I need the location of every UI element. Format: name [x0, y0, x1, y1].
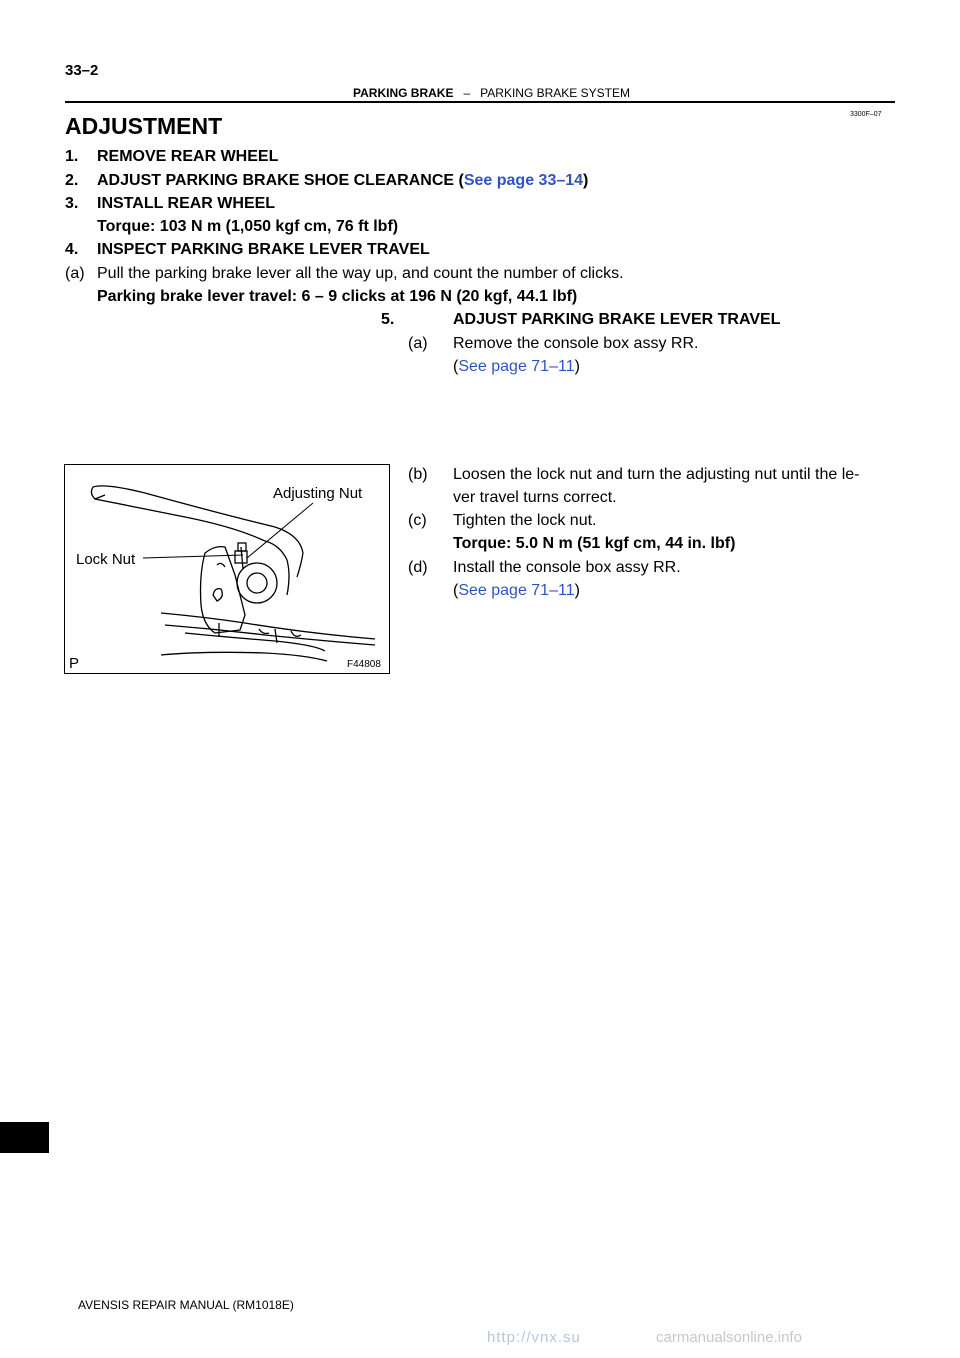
watermark-site[interactable]: carmanualsonline.info	[656, 1329, 802, 1346]
header-separator: –	[463, 86, 471, 100]
step-5d: (d) Install the console box assy RR.	[408, 559, 681, 576]
link-page-33-14[interactable]: See page 33–14	[463, 172, 584, 189]
step-4: 4. INSPECT PARKING BRAKE LEVER TRAVEL	[65, 241, 430, 258]
page-number: 33–2	[65, 62, 99, 79]
parking-brake-figure	[64, 464, 390, 674]
footer: AVENSIS REPAIR MANUAL (RM1018E)	[78, 1298, 294, 1312]
header-section: PARKING BRAKE	[353, 86, 454, 100]
link-page-71-11-d[interactable]: See page 71–11	[458, 582, 575, 599]
watermark-link[interactable]: http://vnx.su	[487, 1329, 581, 1346]
step-4a-spec: Parking brake lever travel: 6 – 9 clicks at 196 N (20 kgf, 44.1 lbf)	[97, 288, 578, 305]
step-3-torque: Torque: 103 N m (1,050 kgf cm, 76 ft lbf)	[97, 218, 399, 235]
figure-corner-mark: P	[69, 655, 80, 672]
header-rule	[65, 101, 895, 103]
link-page-71-11-a[interactable]: See page 71–11	[458, 358, 575, 375]
step-5b-cont: ver travel turns correct.	[453, 489, 617, 506]
step-4a: (a) Pull the parking brake lever all the way up, and count the number of clicks.	[65, 265, 624, 282]
step-5d-ref: (See page 71–11)	[453, 582, 580, 599]
doc-code: 3300F–07	[850, 111, 882, 118]
step-1: 1. REMOVE REAR WHEEL	[65, 148, 279, 165]
running-header	[353, 86, 630, 100]
step-5a-ref: (See page 71–11)	[453, 358, 580, 375]
step-5c: (c) Tighten the lock nut.	[408, 512, 597, 529]
step-5: 5. ADJUST PARKING BRAKE LEVER TRAVEL	[381, 311, 781, 328]
step-5a: (a) Remove the console box assy RR.	[408, 335, 699, 352]
section-tab-marker	[0, 1122, 49, 1153]
section-title: ADJUSTMENT	[65, 113, 223, 139]
step-2: 2. ADJUST PARKING BRAKE SHOE CLEARANCE (See page 33–14)	[65, 172, 589, 189]
adjusting-nut-label: Adjusting Nut	[273, 485, 363, 502]
step-3: 3. INSTALL REAR WHEEL	[65, 195, 276, 212]
step-5b: (b) Loosen the lock nut and turn the adjusting nut until the le-	[408, 466, 860, 483]
header-subsection: PARKING BRAKE SYSTEM	[480, 86, 630, 100]
lock-nut-label: Lock Nut	[76, 551, 136, 568]
figure-code: F44808	[347, 659, 381, 670]
step-5c-torque: Torque: 5.0 N m (51 kgf cm, 44 in. lbf)	[453, 535, 736, 552]
